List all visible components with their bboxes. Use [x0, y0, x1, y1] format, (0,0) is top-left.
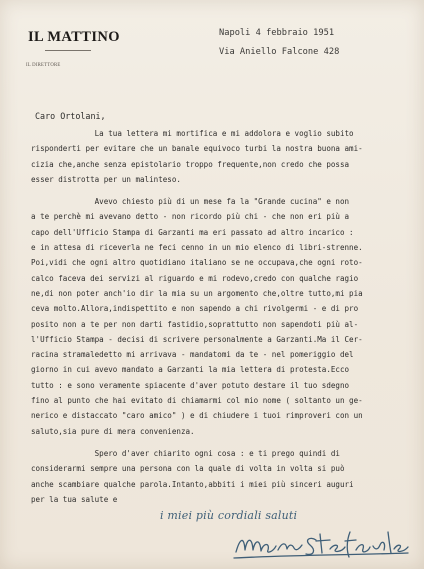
letter-paragraph: [31, 126, 415, 187]
typed-line: giorno in cui avevo mandato a Garzanti la mia lettera di protesta.Ecco: [31, 365, 350, 375]
typed-line: fino al punto che hai evitato di chiamarmi col mio nome ( soltanto un ge-: [31, 396, 363, 406]
letter-paragraph: [31, 446, 415, 507]
typed-line: l'Ufficio Stampa - decisi di scrivere personalmente a Garzanti.Ma il Cer-: [31, 334, 363, 344]
letter-body: [31, 126, 415, 514]
typed-line: capo dell'Ufficio Stampa di Garzanti ma eri passato ad altro incarico :: [31, 227, 354, 237]
typed-line: anche scambiare qualche parola.Intanto,abbiti i miei più sinceri auguri: [31, 479, 354, 489]
street-line: Via Aniello Falcone 428: [219, 47, 340, 57]
masthead: IL MATTINO: [28, 29, 120, 45]
typed-line: ceva molto.Allora,indispettito e non sapendo a chi rivolgermi - e di pro: [31, 304, 359, 314]
typed-line: risponderti per evitare che un banale equivoco turbi la nostra buona ami-: [31, 144, 363, 154]
date-line: Napoli 4 febbraio 1951: [219, 28, 335, 38]
typed-line: tutto : e sono veramente spiacente d'aver potuto destare il tuo sdegno: [31, 380, 350, 390]
handwritten-signature: [232, 528, 410, 562]
masthead-subline: IL DIRETTORE: [26, 63, 61, 68]
typed-line: per la tua salute e: [31, 494, 118, 504]
typed-line: e in attesa di riceverla ne feci cenno in un mio elenco di libri-strenne.: [31, 243, 363, 253]
typed-line: Avevo chiesto più di un mese fa la "Grande cucina" e non: [31, 197, 350, 207]
typed-line: ne,di non poter anch'io dir la mia su un argomento che,oltre tutto,mi pia: [31, 288, 363, 298]
typed-line: posito non a te per non darti fastidio,soprattutto non sapendoti più al-: [31, 319, 359, 329]
masthead-rule: [45, 50, 91, 51]
salutation: Caro Ortolani,: [35, 111, 106, 121]
letter-paragraph: [31, 194, 415, 439]
typed-line: cizia che,anche senza epistolario troppo frequente,non credo che possa: [31, 159, 350, 169]
typed-line: La tua lettera mi mortifica e mi addolora e voglio subito: [31, 129, 354, 138]
handwritten-closing: i miei più cordiali saluti: [160, 509, 298, 522]
typed-line: a te perchè mi avevano detto - non ricordo più chi - che non eri più a: [31, 212, 350, 222]
typed-line: Poi,vidi che ogni altro quotidiano italiano se ne occupava,che ogni roto-: [31, 258, 363, 268]
typed-line: considerarmi sempre una persona con la quale di volta in volta si può: [31, 464, 345, 474]
typed-line: saluto,sia pure di mera convenienza.: [31, 426, 195, 436]
typed-line: esser distrotta per un malinteso.: [31, 174, 181, 184]
typed-line: calco faceva dei servizi al riguardo e mi rodevo,credo con qualche ragio: [31, 273, 359, 283]
typed-line: Spero d'aver chiarito ogni cosa : e ti prego quindi di: [31, 448, 340, 458]
typed-line: racina stramaledetto mi arrivava - mandatomi da te - nel pomeriggio del: [31, 350, 354, 360]
typed-line: nerico e distaccato "caro amico" ) e di chiudere i tuoi rimproveri con un: [31, 411, 363, 421]
